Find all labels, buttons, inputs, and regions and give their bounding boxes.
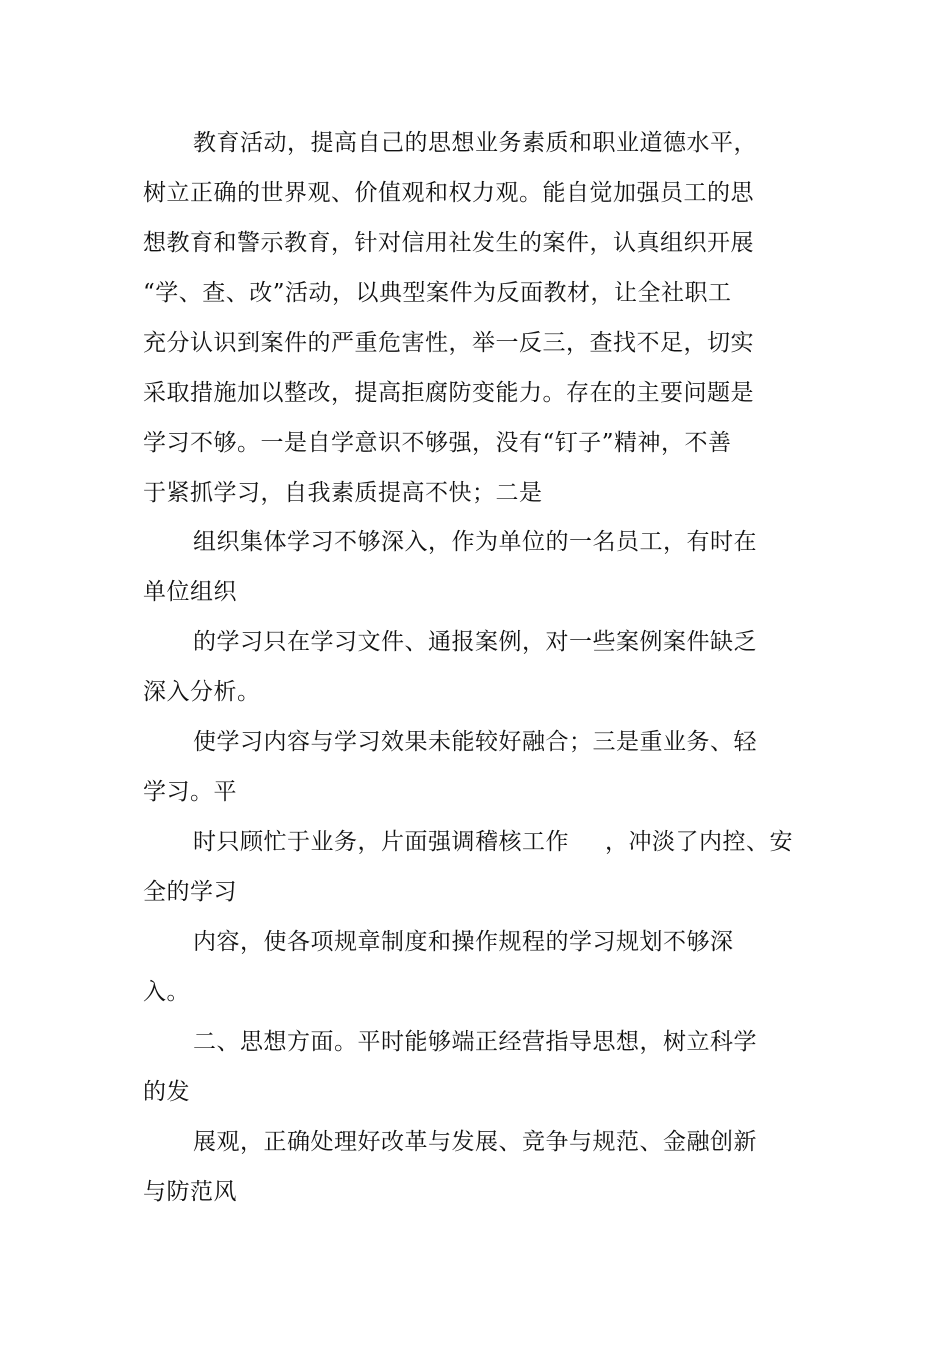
text-line: 深入分析。	[143, 679, 261, 705]
text-line: 时只顾忙于业务，片面强调稽核工作	[193, 829, 569, 855]
text-line: 学习。平	[143, 779, 237, 805]
text-line: 的发	[143, 1079, 190, 1105]
text-line: 充分认识到案件的严重危害性，举一反三，查找不足，切实	[143, 330, 754, 356]
text-line: 内容，使各项规章制度和操作规程的学习规划不够深	[193, 929, 734, 955]
text-line: 单位组织	[143, 579, 237, 605]
text-line: 想教育和警示教育，针对信用社发生的案件，认真组织开展	[143, 230, 754, 256]
text-line: 组织集体学习不够深入，作为单位的一名员工，有时在	[193, 529, 757, 555]
text-line: 展观，正确处理好改革与发展、竞争与规范、金融创新	[193, 1129, 757, 1155]
text-line: 全的学习	[143, 879, 237, 905]
text-line: 于紧抓学习，自我素质提高不快；二是	[143, 480, 543, 506]
text-line: ，冲淡了内控、安	[605, 829, 793, 855]
text-line: 入。	[143, 979, 190, 1005]
text-line: 使学习内容与学习效果未能较好融合；三是重业务、轻	[193, 729, 757, 755]
text-line: “学、查、改”活动，以典型案件为反面教材，让全社职工	[143, 280, 732, 306]
text-line: 的学习只在学习文件、通报案例，对一些案例案件缺乏	[193, 629, 757, 655]
text-line: 学习不够。一是自学意识不够强，没有“钉子”精神，不善	[143, 430, 732, 456]
text-line: 教育活动，提高自己的思想业务素质和职业道德水平，	[193, 130, 757, 156]
text-line: 二、思想方面。平时能够端正经营指导思想，树立科学	[193, 1029, 757, 1055]
text-line: 与防范风	[143, 1179, 237, 1205]
text-line: 树立正确的世界观、价值观和权力观。能自觉加强员工的思	[143, 180, 754, 206]
text-line: 采取措施加以整改，提高拒腐防变能力。存在的主要问题是	[143, 380, 754, 406]
